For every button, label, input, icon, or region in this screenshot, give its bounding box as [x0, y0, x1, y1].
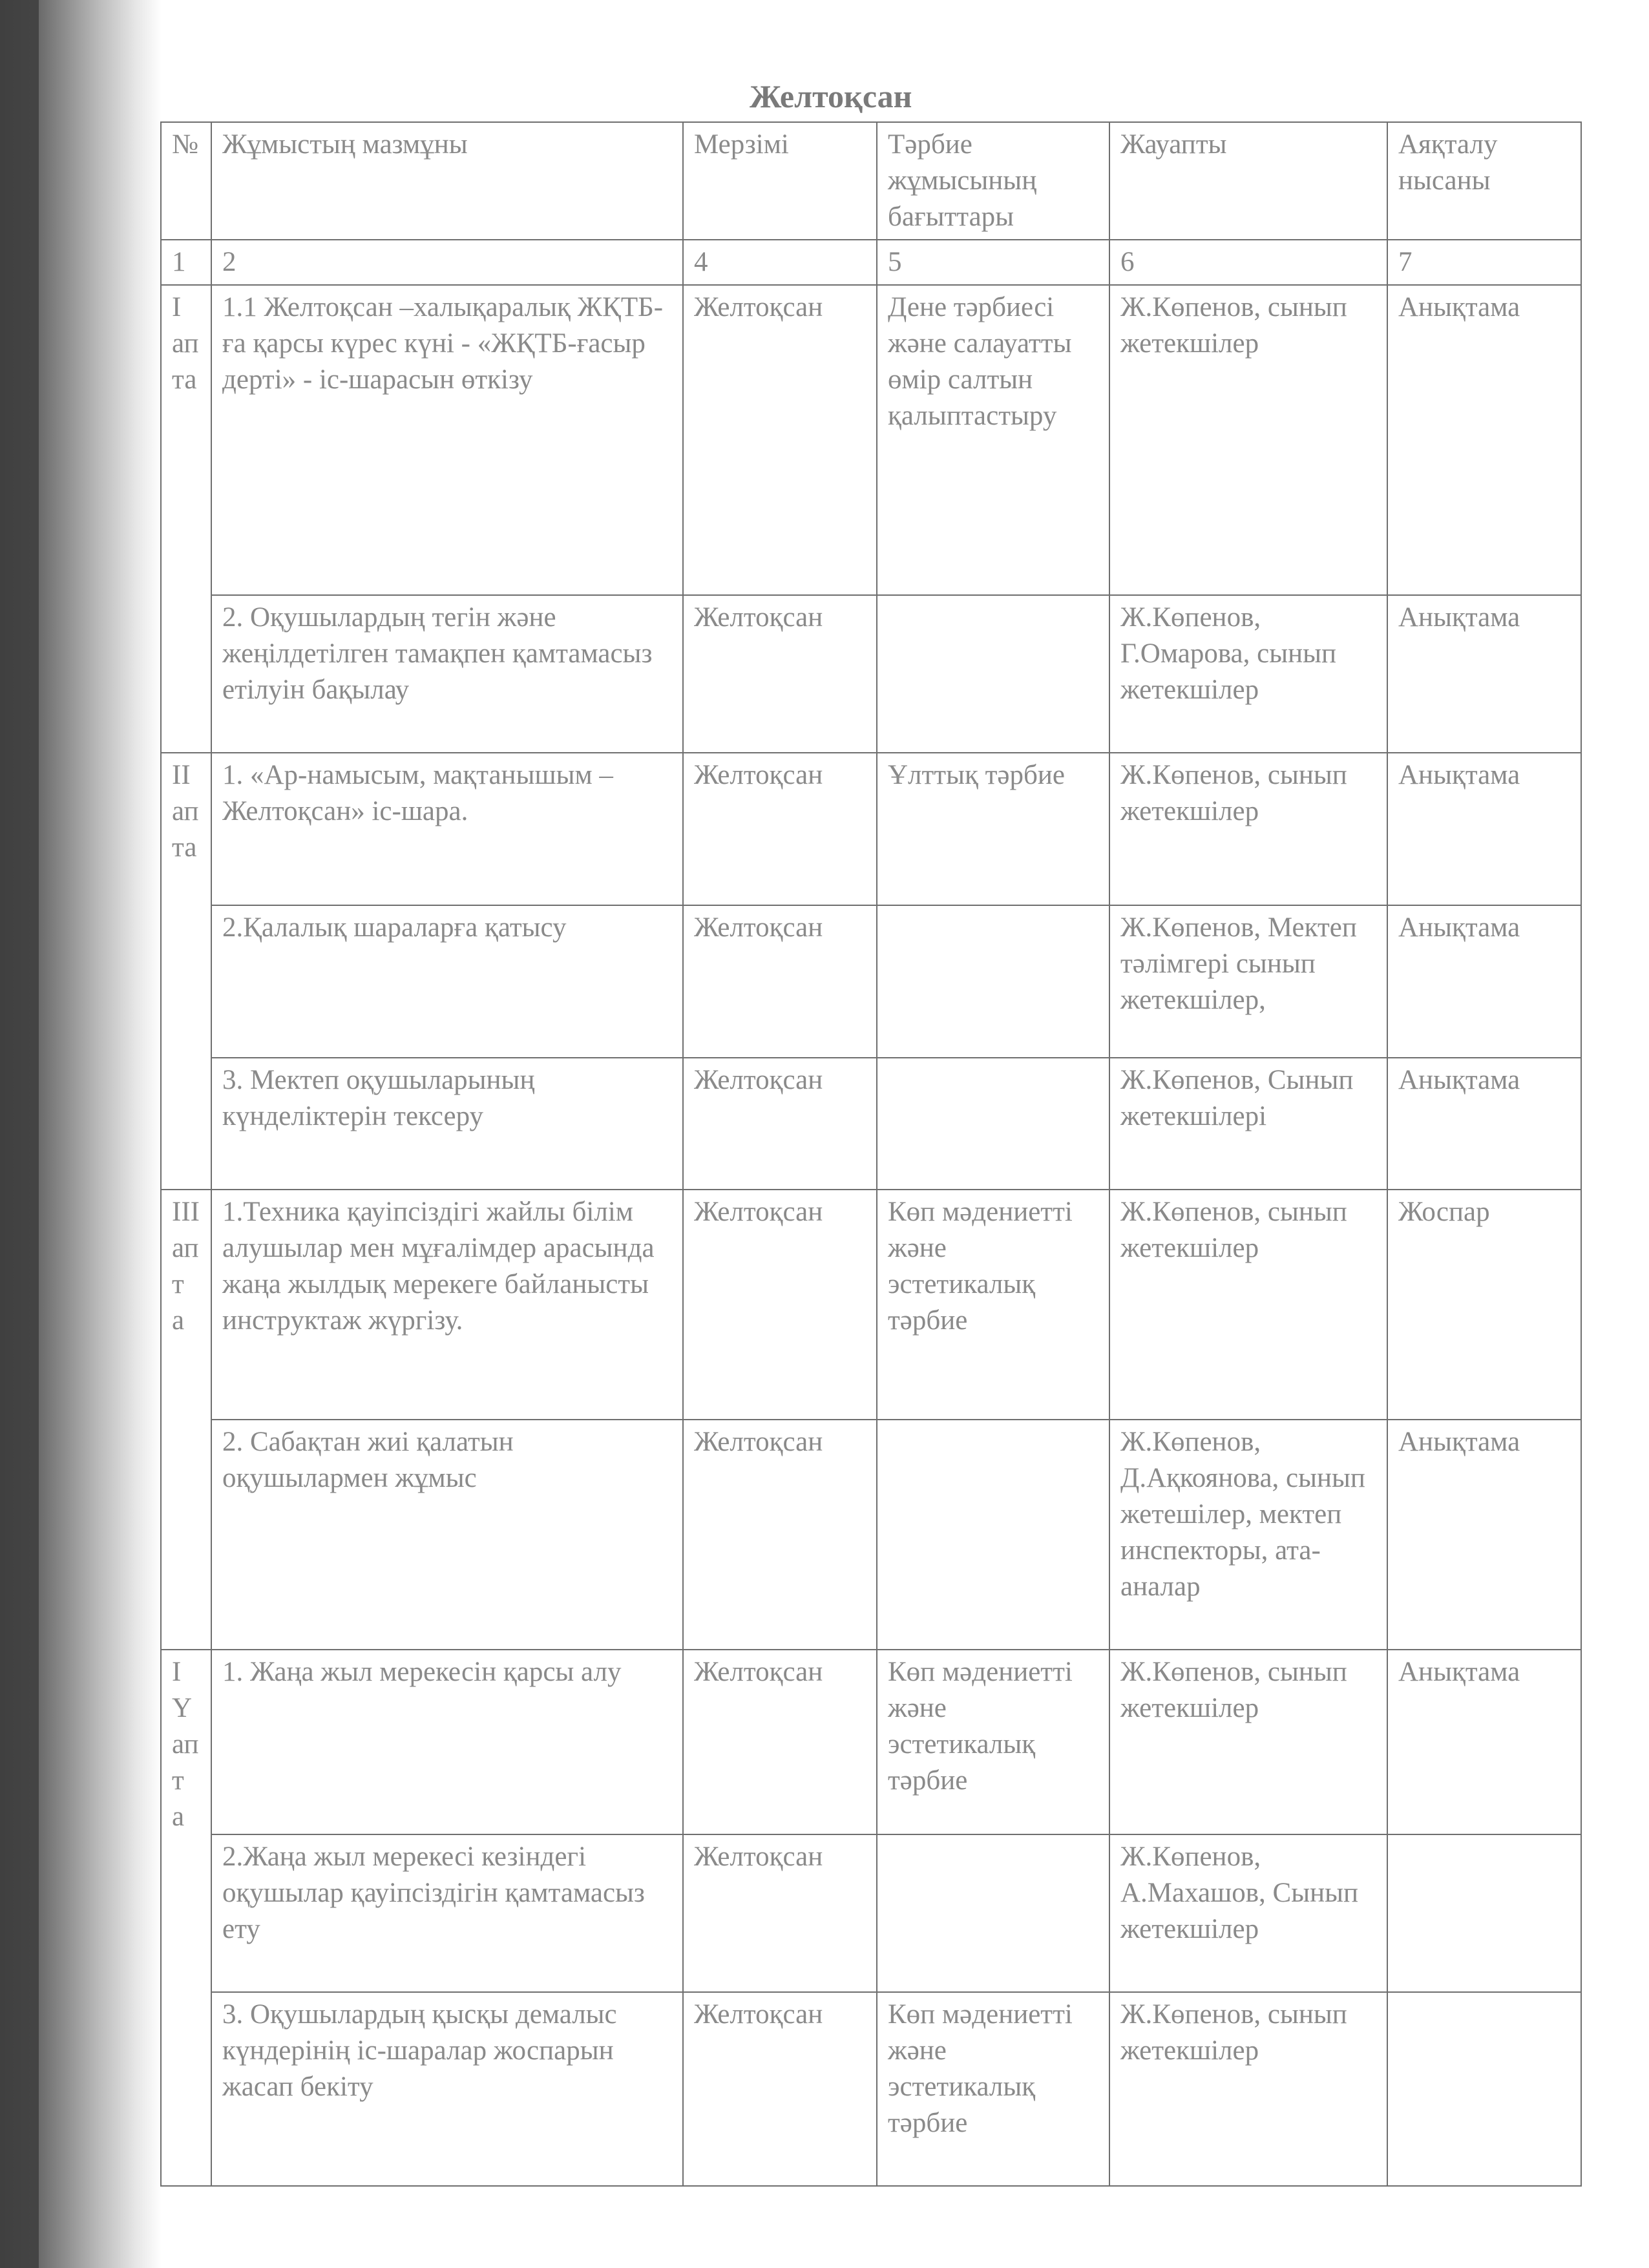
numbering-row — [161, 240, 1581, 285]
row-content: 2.Қалалық шараларға қатысу — [211, 905, 683, 1058]
header-num: № — [161, 122, 211, 240]
table-row — [161, 285, 1581, 595]
header-date: Мерзімі — [683, 122, 877, 240]
week-label: I апта — [161, 285, 211, 753]
row-content: 3. Оқушылардың қысқы демалыс күндерінің іс-шаралар жоспарын жасап бекіту — [211, 1992, 683, 2186]
row-direction — [877, 595, 1109, 753]
header-responsible: Жауапты — [1109, 122, 1387, 240]
row-form — [1387, 1992, 1581, 2186]
row-direction: Көп мәдениетті және эстетикалық тәрбие — [877, 1992, 1109, 2186]
row-form: Анықтама — [1387, 753, 1581, 905]
row-date: Желтоқсан — [683, 905, 877, 1058]
row-responsible: Ж.Көпенов, Г.Омарова, сынып жетекшілер — [1109, 595, 1387, 753]
row-direction: Көп мәдениетті және эстетикалық тәрбие — [877, 1190, 1109, 1420]
row-form: Анықтама — [1387, 285, 1581, 595]
row-date: Желтоқсан — [683, 753, 877, 905]
numbering-cell: 2 — [211, 240, 683, 285]
row-direction — [877, 1420, 1109, 1650]
row-responsible: Ж.Көпенов, А.Махашов, Сынып жетекшілер — [1109, 1834, 1387, 1992]
row-content: 1. «Ар-намысым, мақтанышым – Желтоқсан» іс-шара. — [211, 753, 683, 905]
header-direction: Тәрбие жұмысының бағыттары — [877, 122, 1109, 240]
row-form: Анықтама — [1387, 905, 1581, 1058]
numbering-cell: 1 — [161, 240, 211, 285]
row-responsible: Ж.Көпенов, Д.Ақкоянова, сынып жетешілер, мектеп инспекторы, ата-аналар — [1109, 1420, 1387, 1650]
work-plan-table — [160, 121, 1582, 2187]
row-form: Анықтама — [1387, 1420, 1581, 1650]
table-row — [161, 595, 1581, 753]
row-content: 3. Мектеп оқушыларының күнделіктерін тексеру — [211, 1058, 683, 1190]
row-responsible: Ж.Көпенов, сынып жетекшілер — [1109, 1190, 1387, 1420]
row-content: 2.Жаңа жыл мерекесі кезіндегі оқушылар қауіпсіздігін қамтамасыз ету — [211, 1834, 683, 1992]
row-form: Анықтама — [1387, 1650, 1581, 1834]
table-row — [161, 1992, 1581, 2186]
row-date: Желтоқсан — [683, 285, 877, 595]
row-date: Желтоқсан — [683, 1650, 877, 1834]
table-row — [161, 1190, 1581, 1420]
week-label: II апта — [161, 753, 211, 1190]
row-direction — [877, 1834, 1109, 1992]
row-direction: Көп мәдениетті және эстетикалық тәрбие — [877, 1650, 1109, 1834]
numbering-cell: 6 — [1109, 240, 1387, 285]
row-form: Жоспар — [1387, 1190, 1581, 1420]
week-label: IY апт а — [161, 1650, 211, 2186]
row-date: Желтоқсан — [683, 1058, 877, 1190]
row-content: 1.Техника қауіпсіздігі жайлы білім алушылар мен мұғалімдер арасында жаңа жылдық мерекеге байланысты инструктаж жүргізу. — [211, 1190, 683, 1420]
row-direction — [877, 1058, 1109, 1190]
page-title: Желтоқсан — [750, 78, 912, 114]
numbering-cell: 4 — [683, 240, 877, 285]
row-direction: Ұлттық тәрбие — [877, 753, 1109, 905]
row-date: Желтоқсан — [683, 1992, 877, 2186]
row-date: Желтоқсан — [683, 1834, 877, 1992]
row-form: Анықтама — [1387, 1058, 1581, 1190]
header-form: Аяқталу нысаны — [1387, 122, 1581, 240]
table-row — [161, 1420, 1581, 1650]
row-responsible: Ж.Көпенов, сынып жетекшілер — [1109, 1650, 1387, 1834]
table-row — [161, 1650, 1581, 1834]
row-form — [1387, 1834, 1581, 1992]
table-row — [161, 1834, 1581, 1992]
row-date: Желтоқсан — [683, 595, 877, 753]
numbering-cell: 5 — [877, 240, 1109, 285]
row-responsible: Ж.Көпенов, Мектеп тәлімгері сынып жетекшілер, — [1109, 905, 1387, 1058]
row-content: 2. Оқушылардың тегін және жеңілдетілген тамақпен қамтамасыз етілуін бақылау — [211, 595, 683, 753]
numbering-cell: 7 — [1387, 240, 1581, 285]
scan-dark-margin — [0, 0, 39, 2268]
row-responsible: Ж.Көпенов, сынып жетекшілер — [1109, 1992, 1387, 2186]
row-date: Желтоқсан — [683, 1190, 877, 1420]
row-date: Желтоқсан — [683, 1420, 877, 1650]
row-responsible: Ж.Көпенов, сынып жетекшілер — [1109, 753, 1387, 905]
row-form: Анықтама — [1387, 595, 1581, 753]
table-row — [161, 905, 1581, 1058]
row-responsible: Ж.Көпенов, Сынып жетекшілері — [1109, 1058, 1387, 1190]
row-direction — [877, 905, 1109, 1058]
table-row — [161, 753, 1581, 905]
table-row — [161, 1058, 1581, 1190]
row-responsible: Ж.Көпенов, сынып жетекшілер — [1109, 285, 1387, 595]
week-label: III апт а — [161, 1190, 211, 1650]
row-content: 2. Сабақтан жиі қалатын оқушылармен жұмыс — [211, 1420, 683, 1650]
row-content: 1. Жаңа жыл мерекесін қарсы алу — [211, 1650, 683, 1834]
header-row — [161, 122, 1581, 240]
row-content: 1.1 Желтоқсан –халықаралық ЖҚТБ-ға қарсы күрес күні - «ЖҚТБ-ғасыр дерті» - іс-шарасын өткізу — [211, 285, 683, 595]
row-direction: Дене тәрбиесі және салауатты өмір салтын қалыптастыру — [877, 285, 1109, 595]
header-content: Жұмыстың мазмұны — [211, 122, 683, 240]
